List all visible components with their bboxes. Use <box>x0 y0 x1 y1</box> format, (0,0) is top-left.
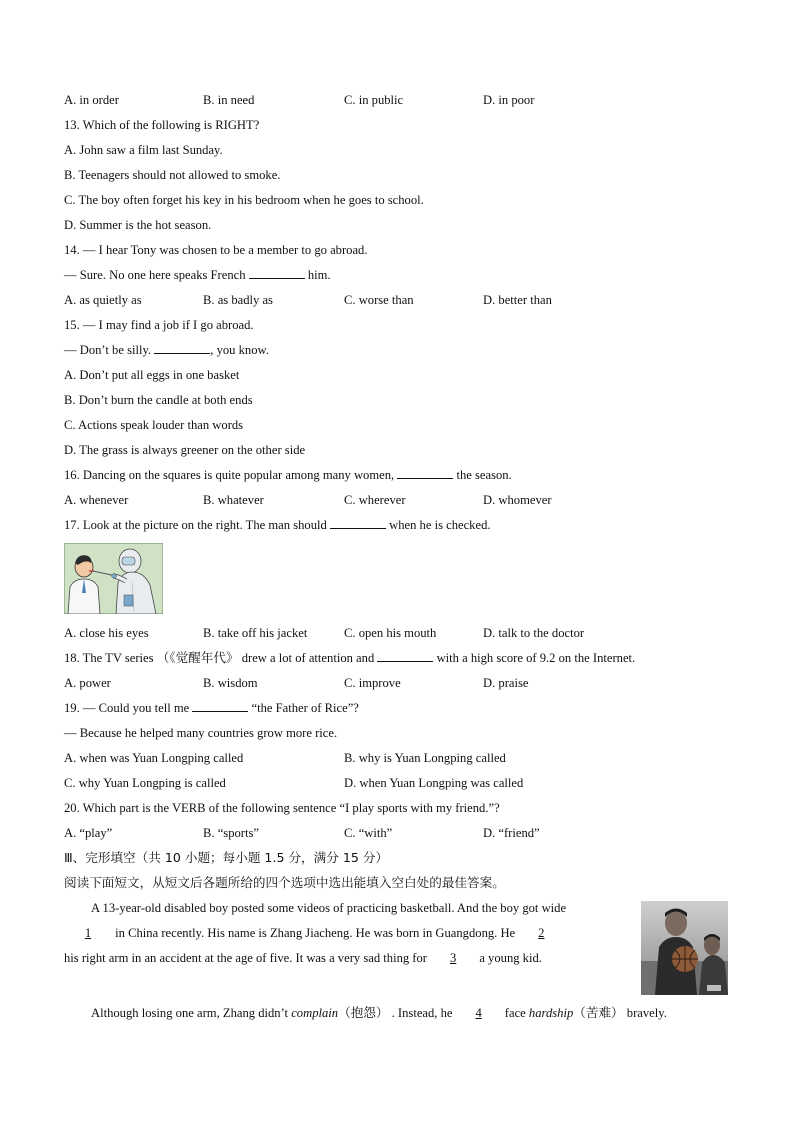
q19-option-d: D. when Yuan Longping was called <box>344 776 524 790</box>
q20-option-c: C. “with” <box>344 826 393 840</box>
q15-reply-post: , you know. <box>210 343 269 357</box>
word-complain: complain <box>291 1006 339 1020</box>
q20-stem: 20. Which part is the VERB of the following sentence “I play sports with my friend.”? <box>64 801 500 815</box>
word-hardship: hardship <box>528 1006 574 1020</box>
q13-option-b: B. Teenagers should not allowed to smoke. <box>64 168 281 182</box>
q19-stem-pre: 19. — Could you tell me <box>64 701 190 715</box>
q19-blank[interactable] <box>192 700 248 712</box>
q20-option-a: A. “play” <box>64 826 113 840</box>
q14-stem: 14. — I hear Tony was chosen to be a member to go abroad. <box>64 243 368 257</box>
q15-blank[interactable] <box>154 342 210 354</box>
q14-option-a: A. as quietly as <box>64 293 142 307</box>
q14-reply-pre: — Sure. No one here speaks French <box>64 268 246 282</box>
q13-option-c: C. The boy often forget his key in his bedroom when he goes to school. <box>64 193 424 207</box>
passage-line-2-text: in China recently. His name is Zhang Jiacheng. He was born in Guangdong. He <box>115 926 516 940</box>
q16-stem-post: the season. <box>456 468 512 482</box>
cloze-blank-2[interactable]: 2 <box>538 926 545 940</box>
q13-stem: 13. Which of the following is RIGHT? <box>64 118 260 132</box>
word-hardship-cn: （苦难） <box>573 1005 624 1020</box>
q16-option-d: D. whomever <box>483 493 552 507</box>
q19-reply: — Because he helped many countries grow more rice. <box>64 726 338 740</box>
q14-reply-post: him. <box>307 268 331 282</box>
q18-option-a: A. power <box>64 676 111 690</box>
q14-option-c: C. worse than <box>344 293 414 307</box>
q16-stem-pre: 16. Dancing on the squares is quite popular among many women, <box>64 468 395 482</box>
q19-option-c: C. why Yuan Longping is called <box>64 776 226 790</box>
q12-option-a: A. in order <box>64 93 119 107</box>
q17-option-d: D. talk to the doctor <box>483 626 585 640</box>
q15-reply <box>64 342 269 358</box>
para2-mid: . Instead, he <box>391 1006 453 1020</box>
word-complain-cn: （抱怨） <box>338 1005 389 1020</box>
cloze-blank-3[interactable]: 3 <box>450 951 457 965</box>
q20-option-b: B. “sports” <box>203 826 259 840</box>
q19-stem <box>64 700 359 716</box>
q13-option-a: A. John saw a film last Sunday. <box>64 143 223 157</box>
q19-option-b: B. why is Yuan Longping called <box>344 751 506 765</box>
q15-option-d: D. The grass is always greener on the other side <box>64 443 306 457</box>
q15-option-b: B. Don’t burn the candle at both ends <box>64 393 253 407</box>
q18-option-c: C. improve <box>344 676 401 690</box>
q16-option-b: B. whatever <box>203 493 264 507</box>
q18-stem-post: with a high score of 9.2 on the Internet. <box>436 651 636 665</box>
basketball-boy-photo <box>641 901 728 995</box>
q14-option-b: B. as badly as <box>203 293 273 307</box>
q20-option-d: D. “friend” <box>483 826 540 840</box>
passage-para-2 <box>91 1005 667 1021</box>
passage-line-3 <box>64 950 542 966</box>
q13-option-d: D. Summer is the hot season. <box>64 218 212 232</box>
q17-option-a: A. close his eyes <box>64 626 149 640</box>
q15-reply-pre: — Don’t be silly. <box>64 343 152 357</box>
passage-line-1: A 13-year-old disabled boy posted some videos of practicing basketball. And the boy got wide <box>91 901 567 915</box>
q17-stem-pre: 17. Look at the picture on the right. The man should <box>64 518 327 532</box>
q19-option-a: A. when was Yuan Longping called <box>64 751 244 765</box>
q17-blank[interactable] <box>330 517 386 529</box>
section-instruction: 阅读下面短文，从短文后各题所给的四个选项中选出能填入空白处的最佳答案。 <box>64 875 505 890</box>
para2-face: face <box>504 1006 526 1020</box>
passage-line-3-pre: his right arm in an accident at the age of five. It was a very sad thing for <box>64 951 427 965</box>
q17-option-b: B. take off his jacket <box>203 626 308 640</box>
q15-option-c: C. Actions speak louder than words <box>64 418 244 432</box>
passage-line-2 <box>64 925 564 941</box>
para2-pre: Although losing one arm, Zhang didn’t <box>91 1006 289 1020</box>
q14-blank[interactable] <box>249 267 305 279</box>
passage-line-3-post: a young kid. <box>479 951 542 965</box>
q18-stem <box>64 650 635 666</box>
q15-stem: 15. — I may find a job if I go abroad. <box>64 318 254 332</box>
q18-option-b: B. wisdom <box>203 676 258 690</box>
q17-option-c: C. open his mouth <box>344 626 437 640</box>
q12-option-b: B. in need <box>203 93 255 107</box>
q18-option-d: D. praise <box>483 676 529 690</box>
q19-stem-post: “the Father of Rice”? <box>251 701 359 715</box>
q12-option-d: D. in poor <box>483 93 535 107</box>
q16-blank[interactable] <box>397 467 453 479</box>
swab-test-illustration <box>64 543 163 614</box>
para2-end: bravely. <box>626 1006 667 1020</box>
section-heading: Ⅲ、完形填空（共 10 小题；每小题 1.5 分，满分 15 分） <box>64 850 389 865</box>
q18-stem-pre: 18. The TV series （《觉醒年代》 drew a lot of attention and <box>64 651 375 665</box>
cloze-blank-1[interactable]: 1 <box>84 926 92 940</box>
q17-stem-post: when he is checked. <box>389 518 491 532</box>
q12-option-c: C. in public <box>344 93 404 107</box>
q16-option-c: C. wherever <box>344 493 406 507</box>
cloze-blank-4[interactable]: 4 <box>475 1006 482 1020</box>
q18-blank[interactable] <box>377 650 433 662</box>
q16-option-a: A. whenever <box>64 493 129 507</box>
q16-stem <box>64 467 512 483</box>
q17-stem <box>64 517 491 533</box>
q14-reply <box>64 267 331 283</box>
q14-option-d: D. better than <box>483 293 552 307</box>
q15-option-a: A. Don’t put all eggs in one basket <box>64 368 240 382</box>
